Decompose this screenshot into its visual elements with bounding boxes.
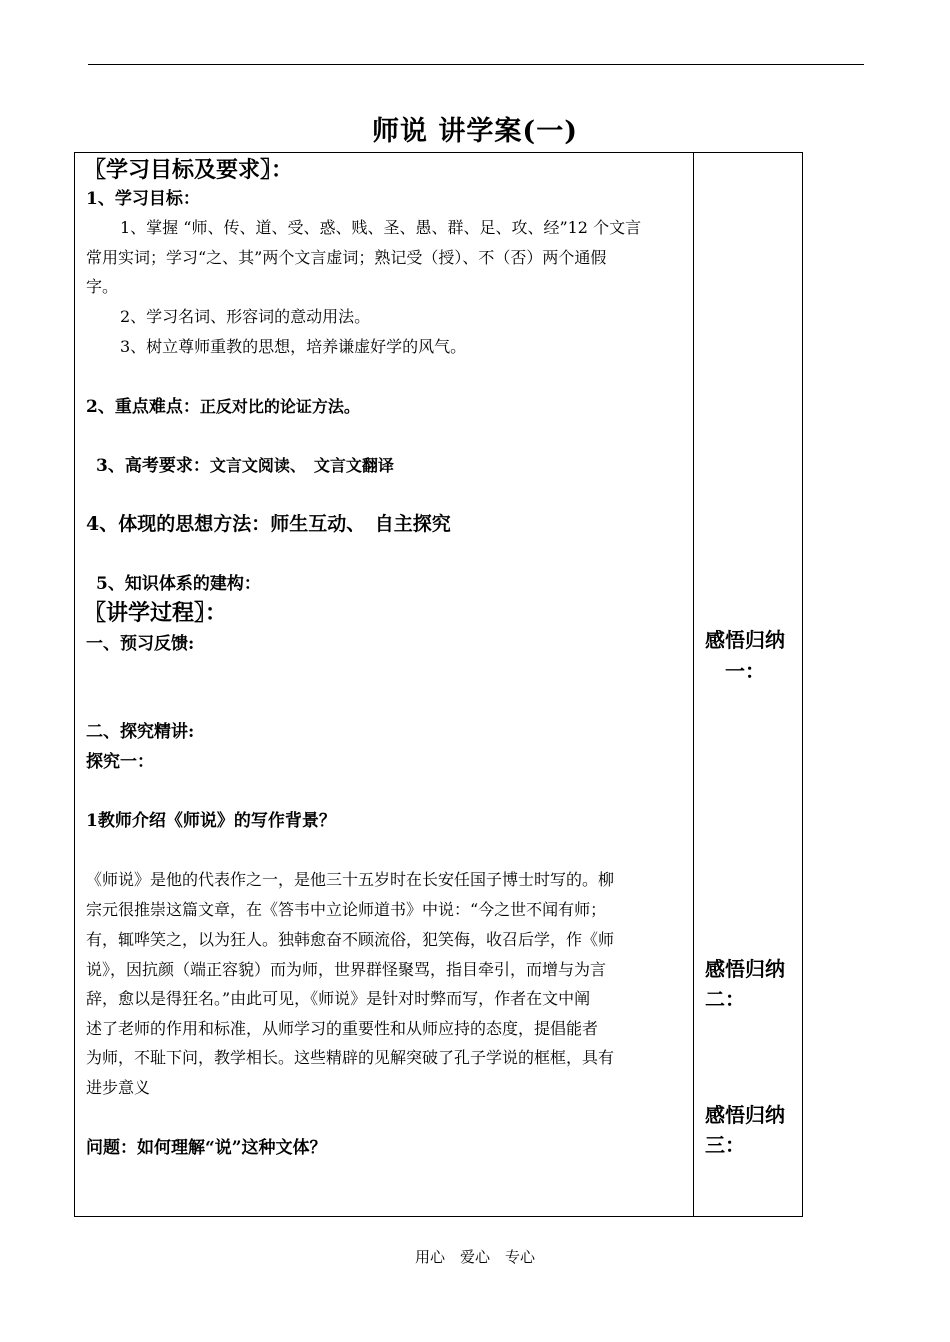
question-1: 1教师介绍《师说》的写作背景？ <box>86 811 336 831</box>
key-points-label: 2、重点难点： <box>86 397 200 417</box>
reflection-1-label: 感悟归纳 <box>705 628 785 652</box>
thinking-method <box>86 511 451 537</box>
background-line-6: 述了老师的作用和标准，从师学习的重要性和从师应持的态度，提倡能者 <box>86 1019 599 1038</box>
explore-one: 探究一： <box>86 752 154 772</box>
goals-header: 〖学习目标及要求〗： <box>84 157 294 183</box>
thinking-method-text: 师生互动、 自主探究 <box>270 513 451 535</box>
exam-requirements-text: 文言文阅读、 文言文翻译 <box>209 456 394 475</box>
key-points-text: 正反对比的论证方法。 <box>199 397 360 416</box>
genre-question: 问题：如何理解“说”这种文体？ <box>86 1138 327 1158</box>
document-title: 师说 讲学案(一) <box>372 116 578 147</box>
background-line-4: 说》，因抗颜（端正容貌）而为师，世界群怪聚骂，指目牵引，而增与为言 <box>86 960 607 979</box>
background-line-1: 《师说》是他的代表作之一，是他三十五岁时在长安任国子博士时写的。柳 <box>86 870 615 889</box>
background-line-3: 有，辄哗笑之，以为狂人。独韩愈奋不顾流俗，犯笑侮，收召后学，作《师 <box>86 930 615 949</box>
reflection-2-number: 二： <box>705 987 745 1011</box>
explore-section: 二、探究精讲: <box>86 722 195 742</box>
knowledge-system: 5、知识体系的建构： <box>96 574 261 594</box>
preview-feedback: 一、预习反馈: <box>86 634 195 654</box>
exam-requirements <box>96 454 394 478</box>
thinking-method-label: 4、体现的思想方法： <box>86 513 271 535</box>
goal-2: 2、学习名词、形容词的意动用法。 <box>120 307 371 326</box>
reflection-1-number: 一： <box>725 659 765 683</box>
process-header: 〖讲学过程〗： <box>84 600 228 626</box>
reflection-3-label: 感悟归纳 <box>705 1103 785 1127</box>
background-line-5: 辞，愈以是得狂名。”由此可见，《师说》是针对时弊而写，作者在文中阐 <box>86 989 591 1008</box>
page-footer: 用心 爱心 专心 <box>414 1248 535 1266</box>
background-line-8: 进步意义 <box>86 1078 151 1097</box>
goal-3: 3、树立尊师重教的思想，培养谦虚好学的风气。 <box>120 337 467 356</box>
exam-requirements-label: 3、高考要求： <box>96 456 210 476</box>
goal-1-line-1: 1、掌握 “师、传、道、受、惑、贱、圣、愚、群、足、攻、经”12 个文言 <box>120 218 642 237</box>
column-divider <box>693 152 694 1217</box>
reflection-2-label: 感悟归纳 <box>705 957 785 981</box>
header-rule <box>88 64 864 65</box>
reflection-3-number: 三： <box>705 1133 745 1157</box>
goal-1-line-3: 字。 <box>86 277 119 296</box>
background-line-7: 为师，不耻下问，教学相长。这些精辟的见解突破了孔子学说的框框，具有 <box>86 1048 615 1067</box>
key-points <box>86 395 360 419</box>
background-line-2: 宗元很推崇这篇文章，在《答韦中立论师道书》中说：“今之世不闻有师； <box>86 900 607 919</box>
goals-subheader: 1、学习目标： <box>86 189 200 209</box>
goal-1-line-2: 常用实词；学习“之、其”两个文言虚词；熟记受（授）、不（否）两个通假 <box>86 248 607 267</box>
